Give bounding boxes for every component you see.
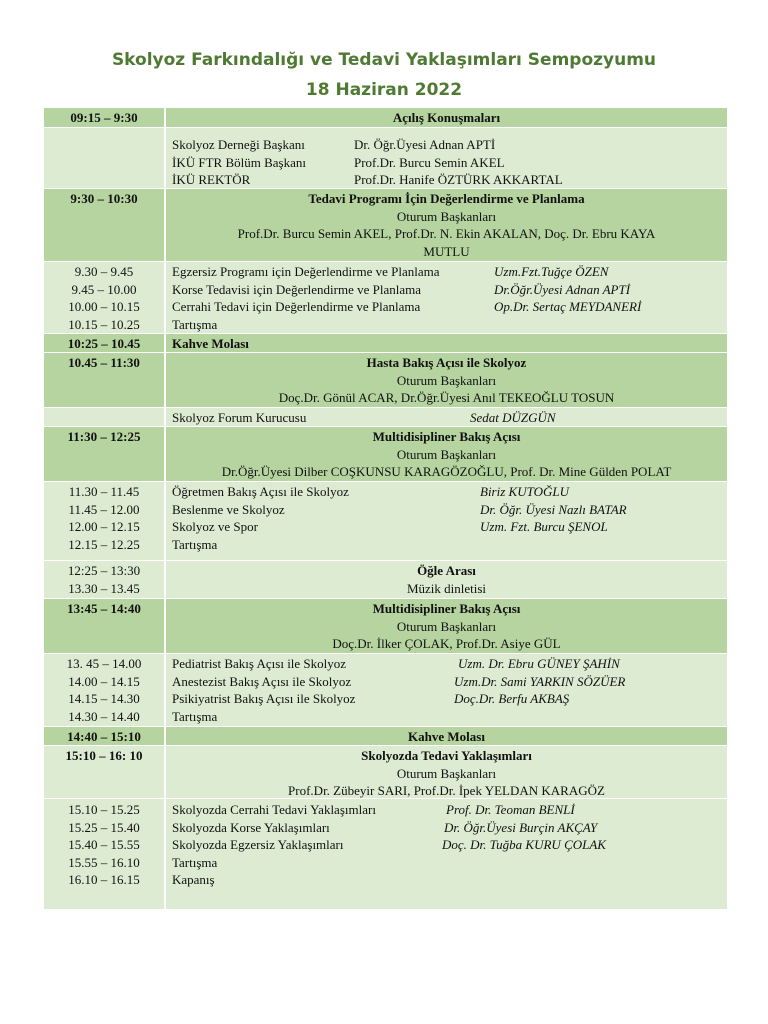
talk-time: 14.15 – 14.30 xyxy=(68,691,140,706)
chairs-heading: Oturum Başkanları xyxy=(396,372,497,388)
talk-time: 15.10 – 15.25 xyxy=(68,802,140,817)
talk-topic: Skolyozda Korse Yaklaşımları xyxy=(172,819,330,835)
session-title: Multidisipliner Bakış Açısı xyxy=(372,601,521,616)
talk-topic: Skolyoz ve Spor xyxy=(172,519,258,534)
talk-speaker: Uzm. Dr. Ebru GÜNEY ŞAHİN xyxy=(458,656,620,671)
talk-speaker: Biriz KUTOĞLU xyxy=(480,484,569,499)
session-title: Multidisipliner Bakış Açısı xyxy=(372,429,521,444)
table-row xyxy=(44,427,727,482)
table-row xyxy=(44,746,727,799)
speaker: Dr. Öğr.Üyesi Adnan APTİ xyxy=(354,137,496,152)
talk-speaker: Dr. Öğr.Üyesi Burçin AKÇAY xyxy=(444,819,598,835)
talk-speaker: Dr.Öğr.Üyesi Adnan APTİ xyxy=(494,281,631,297)
session-block xyxy=(166,427,727,481)
talk-speaker: Uzm.Dr. Sami YARKIN SÖZÜER xyxy=(454,673,626,689)
time-cell: 13:45 – 14:40 xyxy=(44,599,166,653)
talk-time: 12.00 – 12.15 xyxy=(68,519,140,534)
chairs: Prof.Dr. Burcu Semin AKEL, Prof.Dr. N. Ekin AKALAN, Doç. Dr. Ebru KAYA xyxy=(237,226,656,241)
table-row xyxy=(44,334,727,353)
talk-topic: Tartışma xyxy=(172,536,218,552)
talk-speaker: Op.Dr. Sertaç MEYDANERİ xyxy=(494,299,642,314)
talk-speaker: Prof. Dr. Teoman BENLİ xyxy=(446,802,575,817)
session-block xyxy=(166,189,727,261)
talk-time: 9.45 – 10.00 xyxy=(71,281,137,297)
talk-topic: Psikiyatrist Bakış Açısı ile Skolyoz xyxy=(172,691,356,706)
talk-topic: Tartışma xyxy=(172,854,218,870)
time-cell: 9:30 – 10:30 xyxy=(44,189,166,261)
time-cell: 10.45 – 11:30 xyxy=(44,353,166,407)
time-cell: 11:30 – 12:25 xyxy=(44,427,166,481)
table-row xyxy=(44,799,727,910)
talk-time: 10.00 – 10.15 xyxy=(68,299,140,314)
opening-speakers xyxy=(166,128,727,188)
talk-speaker: Uzm. Fzt. Burcu ŞENOL xyxy=(480,519,608,534)
session-block xyxy=(166,561,727,598)
speaker: Prof.Dr. Burcu Semin AKEL xyxy=(354,154,505,170)
talk-topic: Skolyoz Forum Kurucusu xyxy=(172,410,307,425)
talk-speaker: Sedat DÜZGÜN xyxy=(470,410,556,425)
talk-topic: Pediatrist Bakış Açısı ile Skolyoz xyxy=(172,656,347,671)
session-title: Açılış Konuşmaları xyxy=(392,110,501,125)
time-cell xyxy=(44,654,166,726)
talk-topic: Skolyozda Cerrahi Tedavi Yaklaşımları xyxy=(172,802,376,817)
table-row xyxy=(44,727,727,746)
talk-speaker: Doç. Dr. Tuğba KURU ÇOLAK xyxy=(442,837,606,852)
talk-time: 13. 45 – 14.00 xyxy=(66,656,142,671)
page-title: Skolyoz Farkındalığı ve Tedavi Yaklaşımları Sempozyumu xyxy=(111,50,657,70)
talk-list xyxy=(166,408,727,426)
talk-time: 10.15 – 10.25 xyxy=(68,316,140,332)
time-cell xyxy=(44,262,166,333)
chairs: Prof.Dr. Zübeyir SARI, Prof.Dr. İpek YELDAN KARAGÖZ xyxy=(288,783,605,798)
time-cell xyxy=(44,408,166,426)
table-row xyxy=(44,189,727,262)
chairs: Doç.Dr. Gönül ACAR, Dr.Öğr.Üyesi Anıl TEKEOĞLU TOSUN xyxy=(278,390,615,405)
talk-topic: Cerrahi Tedavi için Değerlendirme ve Planlama xyxy=(172,299,421,314)
time-cell xyxy=(44,561,166,598)
talk-time: 12.15 – 12.25 xyxy=(68,536,140,552)
table-row xyxy=(44,654,727,727)
session-block xyxy=(166,746,727,798)
page-date: 18 Haziran 2022 xyxy=(305,80,463,100)
table-row xyxy=(44,128,727,189)
talk-topic: Kapanış xyxy=(172,872,215,887)
talk-topic: Egzersiz Programı için Değerlendirme ve Planlama xyxy=(172,264,440,279)
talk-topic: Beslenme ve Skolyoz xyxy=(172,501,285,517)
table-row xyxy=(44,108,727,128)
talk-time: 11.45 – 12.00 xyxy=(68,501,140,517)
role: Skolyoz Derneği Başkanı xyxy=(172,137,305,152)
talk-time: 16.10 – 16.15 xyxy=(68,872,140,887)
talk-topic: Öğretmen Bakış Açısı ile Skolyoz xyxy=(172,484,349,499)
session-block xyxy=(166,599,727,653)
talk-time: 14.00 – 14.15 xyxy=(68,673,140,689)
table-row xyxy=(44,599,727,654)
session-title: Hasta Bakış Açısı ile Skolyoz xyxy=(366,355,527,370)
talk-list xyxy=(166,654,727,726)
role: İKÜ FTR Bölüm Başkanı xyxy=(172,154,306,170)
time-cell: 15:10 – 16: 10 xyxy=(44,746,166,798)
talk-time: 9.30 – 9.45 xyxy=(74,264,134,279)
chairs: MUTLU xyxy=(423,243,470,259)
chairs-heading: Oturum Başkanları xyxy=(396,446,497,462)
music-label: Müzik dinletisi xyxy=(406,580,487,596)
break-label: Öğle Arası xyxy=(417,563,476,578)
break-label: Kahve Molası xyxy=(408,729,485,744)
talk-topic: Korse Tedavisi için Değerlendirme ve Planlama xyxy=(172,281,422,297)
break-label: Kahve Molası xyxy=(172,336,249,351)
chairs-heading: Oturum Başkanları xyxy=(396,618,497,634)
break-time: 13.30 – 13.45 xyxy=(68,580,140,596)
program-table xyxy=(44,108,727,910)
table-row xyxy=(44,561,727,599)
talk-list xyxy=(166,262,727,333)
table-row xyxy=(44,353,727,408)
talk-time: 14.30 – 14.40 xyxy=(68,708,140,724)
speaker: Prof.Dr. Hanife ÖZTÜRK AKKARTAL xyxy=(354,172,563,187)
session-title: Skolyozda Tedavi Yaklaşımları xyxy=(361,748,532,763)
talk-topic: Anestezist Bakış Açısı ile Skolyoz xyxy=(172,673,352,689)
chairs: Dr.Öğr.Üyesi Dilber COŞKUNSU KARAGÖZOĞLU, Prof. Dr. Mine Gülden POLAT xyxy=(221,464,672,479)
time-cell: 10:25 – 10.45 xyxy=(44,334,166,352)
table-row xyxy=(44,408,727,427)
role: İKÜ REKTÖR xyxy=(172,172,251,187)
talk-speaker: Doç.Dr. Berfu AKBAŞ xyxy=(454,691,570,706)
break-time: 12:25 – 13:30 xyxy=(67,563,141,578)
time-cell xyxy=(44,799,166,909)
chairs-heading: Oturum Başkanları xyxy=(396,765,497,781)
chairs-heading: Oturum Başkanları xyxy=(396,208,497,224)
talk-speaker: Uzm.Fzt.Tuğçe ÖZEN xyxy=(494,264,609,279)
talk-topic: Skolyozda Egzersiz Yaklaşımları xyxy=(172,837,344,852)
session-block xyxy=(166,353,727,407)
talk-topic: Tartışma xyxy=(172,708,218,724)
talk-time: 15.25 – 15.40 xyxy=(68,819,140,835)
time-cell: 14:40 – 15:10 xyxy=(44,727,166,745)
talk-time: 15.55 – 16.10 xyxy=(68,854,140,870)
time-cell: 09:15 – 9:30 xyxy=(44,108,166,127)
chairs: Doç.Dr. İlker ÇOLAK, Prof.Dr. Asiye GÜL xyxy=(332,636,561,651)
talk-time: 15.40 – 15.55 xyxy=(68,837,140,852)
talk-list xyxy=(166,482,727,560)
table-row xyxy=(44,262,727,334)
talk-topic: Tartışma xyxy=(172,316,218,332)
talk-speaker: Dr. Öğr. Üyesi Nazlı BATAR xyxy=(480,501,627,517)
talk-list xyxy=(166,799,727,909)
time-cell xyxy=(44,482,166,560)
time-cell xyxy=(44,128,166,188)
talk-time: 11.30 – 11.45 xyxy=(68,484,140,499)
session-title: Tedavi Programı İçin Değerlendirme ve Planlama xyxy=(308,191,585,206)
table-row xyxy=(44,482,727,561)
